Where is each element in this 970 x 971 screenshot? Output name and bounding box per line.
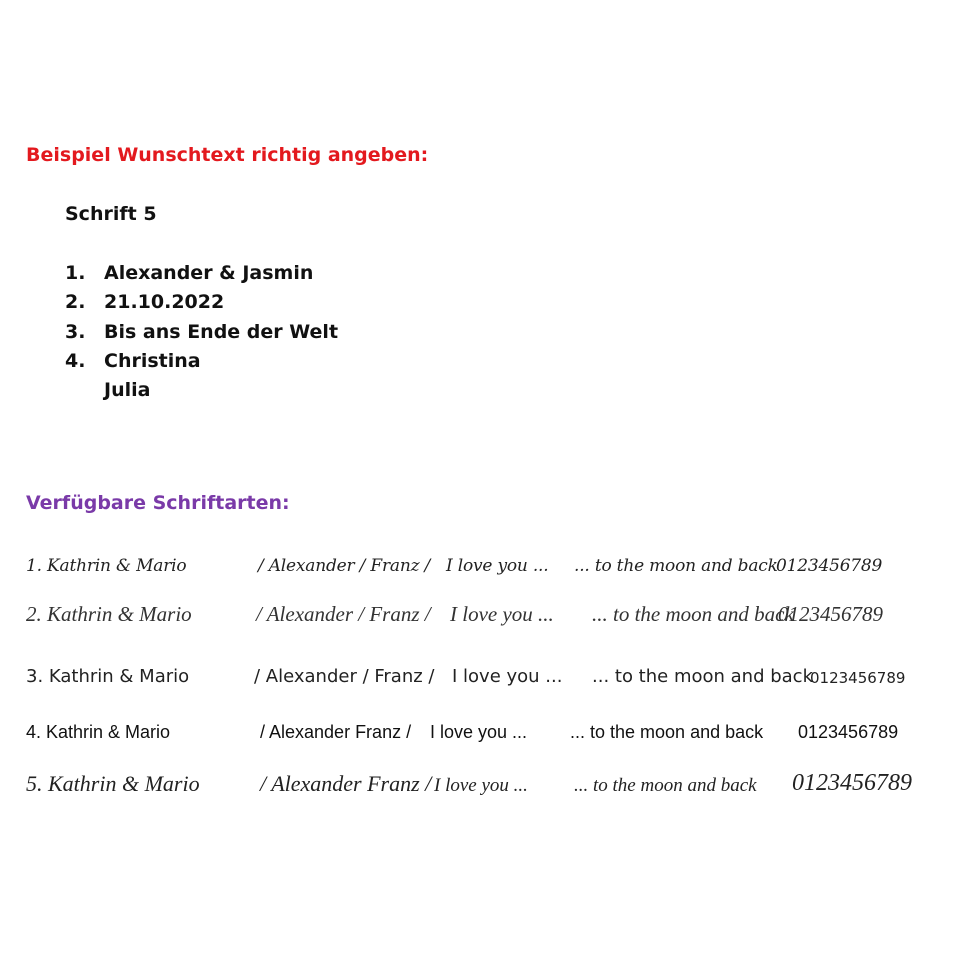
sample-names-2: / Alexander / Franz /: [254, 666, 435, 687]
list-item: [65, 288, 338, 317]
font-sample-row-5: [26, 767, 926, 803]
font-choice-label: Schrift 5: [65, 203, 157, 225]
sample-names: 2. Kathrin & Mario: [26, 602, 192, 626]
sample-love: I love you ...: [446, 556, 549, 576]
sample-names-2: / Alexander / Franz /: [256, 602, 431, 626]
sample-love: I love you ...: [450, 602, 554, 626]
sample-names: 3. Kathrin & Mario: [26, 666, 190, 687]
list-item: [65, 259, 338, 288]
list-item: [65, 376, 338, 405]
sample-names: 1. Kathrin & Mario: [26, 556, 187, 576]
sample-moon: ... to the moon and back: [574, 775, 757, 796]
list-item-text: Bis ans Ende der Welt: [104, 320, 339, 343]
font-sample-row-1: [26, 546, 926, 582]
sample-digits: 0123456789: [798, 722, 899, 742]
font-sample-row-3: [26, 657, 926, 693]
sample-names: 5. Kathrin & Mario: [26, 771, 200, 796]
sample-digits: 0123456789: [792, 770, 912, 796]
list-item-text: 21.10.2022: [104, 291, 225, 314]
sample-digits: 0123456789: [776, 556, 883, 576]
sample-digits: 0123456789: [810, 669, 906, 687]
list-item-text: Christina: [104, 349, 201, 372]
sample-moon: ... to the moon and back: [570, 722, 764, 742]
list-item-number: 1.: [65, 262, 86, 284]
sample-love: I love you ...: [430, 722, 528, 742]
list-item-text: Julia: [104, 379, 151, 402]
font-sample-row-2: [26, 597, 926, 633]
list-item-text: Alexander & Jasmin: [104, 262, 314, 284]
sample-love: I love you ...: [452, 666, 563, 687]
list-item: [65, 318, 338, 347]
list-item-number: 3.: [65, 320, 86, 343]
sample-love: I love you ...: [434, 775, 528, 796]
example-heading: Beispiel Wunschtext richtig angeben:: [26, 144, 429, 166]
sample-digits: 0123456789: [778, 602, 883, 626]
sample-moon: ... to the moon and back: [592, 602, 794, 626]
list-item-number: 2.: [65, 291, 86, 314]
example-list: [65, 259, 338, 405]
sample-names: 4. Kathrin & Mario: [26, 722, 171, 742]
sample-names-2: / Alexander Franz /: [260, 722, 412, 742]
sample-moon: ... to the moon and back: [592, 666, 813, 687]
font-sample-row-4: [26, 713, 926, 749]
list-item: [65, 347, 338, 376]
sample-moon: ... to the moon and back: [574, 556, 778, 576]
sample-names-2: / Alexander Franz /: [260, 771, 432, 796]
sample-names-2: / Alexander / Franz /: [258, 556, 431, 576]
fonts-heading: Verfügbare Schriftarten:: [26, 492, 290, 514]
list-item-number: 4.: [65, 349, 86, 372]
